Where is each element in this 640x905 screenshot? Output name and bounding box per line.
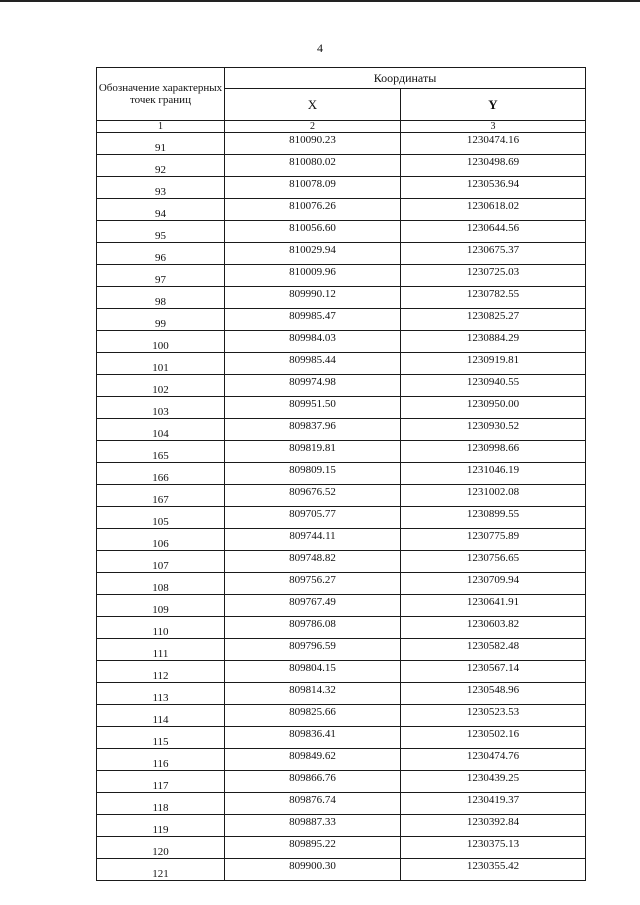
point-cell: 120: [97, 837, 225, 859]
x-coordinate-cell: 810090.23: [225, 133, 401, 155]
table-row: [97, 683, 586, 705]
x-coordinate-cell: 809866.76: [225, 771, 401, 793]
x-coordinate-cell: 809849.62: [225, 749, 401, 771]
x-coordinate-cell: 809900.30: [225, 859, 401, 881]
y-coordinate-cell: 1230548.96: [401, 683, 586, 705]
point-cell: 106: [97, 529, 225, 551]
table-row: [97, 441, 586, 463]
point-cell: 102: [97, 375, 225, 397]
table-row: [97, 419, 586, 441]
y-coordinate-cell: 1230709.94: [401, 573, 586, 595]
point-cell: 118: [97, 793, 225, 815]
point-cell: 107: [97, 551, 225, 573]
point-cell: 97: [97, 265, 225, 287]
y-coordinate-cell: 1230355.42: [401, 859, 586, 881]
y-coordinate-cell: 1231002.08: [401, 485, 586, 507]
x-coordinate-cell: 809990.12: [225, 287, 401, 309]
point-cell: 113: [97, 683, 225, 705]
column-number-2: 2: [225, 121, 401, 133]
table-row: [97, 133, 586, 155]
table-row: [97, 507, 586, 529]
x-coordinate-cell: 809756.27: [225, 573, 401, 595]
point-cell: 111: [97, 639, 225, 661]
x-coordinate-cell: 810056.60: [225, 221, 401, 243]
point-cell: 101: [97, 353, 225, 375]
table-row: [97, 375, 586, 397]
x-coordinate-cell: 809985.44: [225, 353, 401, 375]
point-cell: 167: [97, 485, 225, 507]
point-cell: 117: [97, 771, 225, 793]
coordinates-table-body: [97, 133, 586, 881]
point-cell: 99: [97, 309, 225, 331]
y-header: Y: [401, 89, 586, 121]
point-cell: 165: [97, 441, 225, 463]
y-coordinate-cell: 1230502.16: [401, 727, 586, 749]
table-row: [97, 221, 586, 243]
x-coordinate-cell: 809985.47: [225, 309, 401, 331]
table-row: [97, 837, 586, 859]
point-cell: 92: [97, 155, 225, 177]
table-row: [97, 771, 586, 793]
y-coordinate-cell: 1230498.69: [401, 155, 586, 177]
table-row: [97, 155, 586, 177]
y-coordinate-cell: 1230567.14: [401, 661, 586, 683]
point-cell: 114: [97, 705, 225, 727]
page-number: 4: [317, 41, 323, 55]
x-coordinate-cell: 809876.74: [225, 793, 401, 815]
table-row: [97, 243, 586, 265]
column-number-3: 3: [401, 121, 586, 133]
y-coordinate-cell: 1230392.84: [401, 815, 586, 837]
table-row: [97, 749, 586, 771]
y-coordinate-cell: 1230756.65: [401, 551, 586, 573]
table-row: [97, 661, 586, 683]
y-coordinate-cell: 1230582.48: [401, 639, 586, 661]
x-coordinate-cell: 809814.32: [225, 683, 401, 705]
x-coordinate-cell: 809767.49: [225, 595, 401, 617]
point-cell: 104: [97, 419, 225, 441]
y-coordinate-cell: 1230884.29: [401, 331, 586, 353]
x-coordinate-cell: 809887.33: [225, 815, 401, 837]
point-cell: 166: [97, 463, 225, 485]
y-coordinate-cell: 1230419.37: [401, 793, 586, 815]
y-coordinate-cell: 1230919.81: [401, 353, 586, 375]
x-coordinate-cell: 809819.81: [225, 441, 401, 463]
table-row: [97, 353, 586, 375]
top-rule: [0, 0, 640, 2]
y-coordinate-cell: 1230725.03: [401, 265, 586, 287]
y-coordinate-cell: 1230930.52: [401, 419, 586, 441]
x-coordinate-cell: 810009.96: [225, 265, 401, 287]
table-row: [97, 815, 586, 837]
x-coordinate-cell: 809786.08: [225, 617, 401, 639]
y-coordinate-cell: 1230675.37: [401, 243, 586, 265]
x-coordinate-cell: 809836.41: [225, 727, 401, 749]
table-row: [97, 287, 586, 309]
y-coordinate-cell: 1230940.55: [401, 375, 586, 397]
table-row: [97, 331, 586, 353]
y-coordinate-cell: 1230775.89: [401, 529, 586, 551]
x-header: X: [225, 89, 401, 121]
point-cell: 109: [97, 595, 225, 617]
x-coordinate-cell: 810080.02: [225, 155, 401, 177]
y-coordinate-cell: 1230474.16: [401, 133, 586, 155]
point-designation-header: Обозначение характерных точек границ: [97, 68, 225, 121]
point-cell: 91: [97, 133, 225, 155]
x-coordinate-cell: 810029.94: [225, 243, 401, 265]
table-row: [97, 397, 586, 419]
table-row: [97, 595, 586, 617]
x-coordinate-cell: 809825.66: [225, 705, 401, 727]
y-coordinate-cell: 1230950.00: [401, 397, 586, 419]
point-cell: 100: [97, 331, 225, 353]
coordinates-header: Координаты: [225, 68, 586, 89]
y-coordinate-cell: 1230375.13: [401, 837, 586, 859]
y-coordinate-cell: 1230641.91: [401, 595, 586, 617]
y-coordinate-cell: 1231046.19: [401, 463, 586, 485]
point-cell: 115: [97, 727, 225, 749]
point-cell: 105: [97, 507, 225, 529]
x-coordinate-cell: 809705.77: [225, 507, 401, 529]
x-coordinate-cell: 809676.52: [225, 485, 401, 507]
y-coordinate-cell: 1230474.76: [401, 749, 586, 771]
table-row: [97, 639, 586, 661]
point-cell: 110: [97, 617, 225, 639]
y-coordinate-cell: 1230523.53: [401, 705, 586, 727]
x-coordinate-cell: 809837.96: [225, 419, 401, 441]
table-row: [97, 793, 586, 815]
table-row: [97, 199, 586, 221]
table-row: [97, 485, 586, 507]
y-coordinate-cell: 1230439.25: [401, 771, 586, 793]
y-coordinate-cell: 1230536.94: [401, 177, 586, 199]
x-coordinate-cell: 809744.11: [225, 529, 401, 551]
coordinates-table: [96, 67, 586, 881]
point-cell: 96: [97, 243, 225, 265]
x-coordinate-cell: 809951.50: [225, 397, 401, 419]
y-coordinate-cell: 1230899.55: [401, 507, 586, 529]
x-coordinate-cell: 809895.22: [225, 837, 401, 859]
x-coordinate-cell: 810078.09: [225, 177, 401, 199]
table-row: [97, 617, 586, 639]
point-cell: 108: [97, 573, 225, 595]
point-cell: 103: [97, 397, 225, 419]
x-coordinate-cell: 809984.03: [225, 331, 401, 353]
x-coordinate-cell: 809809.15: [225, 463, 401, 485]
point-cell: 119: [97, 815, 225, 837]
y-coordinate-cell: 1230998.66: [401, 441, 586, 463]
table-row: [97, 463, 586, 485]
y-coordinate-cell: 1230603.82: [401, 617, 586, 639]
x-coordinate-cell: 809804.15: [225, 661, 401, 683]
y-coordinate-cell: 1230644.56: [401, 221, 586, 243]
point-cell: 94: [97, 199, 225, 221]
x-coordinate-cell: 809796.59: [225, 639, 401, 661]
point-cell: 95: [97, 221, 225, 243]
table-row: [97, 265, 586, 287]
y-coordinate-cell: 1230825.27: [401, 309, 586, 331]
point-cell: 116: [97, 749, 225, 771]
point-cell: 112: [97, 661, 225, 683]
x-coordinate-cell: 809748.82: [225, 551, 401, 573]
y-coordinate-cell: 1230618.02: [401, 199, 586, 221]
table-row: [97, 859, 586, 881]
y-coordinate-cell: 1230782.55: [401, 287, 586, 309]
table-row: [97, 551, 586, 573]
x-coordinate-cell: 809974.98: [225, 375, 401, 397]
table-row: [97, 705, 586, 727]
x-coordinate-cell: 810076.26: [225, 199, 401, 221]
table-row: [97, 529, 586, 551]
table-row: [97, 177, 586, 199]
point-cell: 98: [97, 287, 225, 309]
point-cell: 93: [97, 177, 225, 199]
table-row: [97, 727, 586, 749]
column-number-1: 1: [97, 121, 225, 133]
table-row: [97, 573, 586, 595]
table-row: [97, 309, 586, 331]
point-cell: 121: [97, 859, 225, 881]
